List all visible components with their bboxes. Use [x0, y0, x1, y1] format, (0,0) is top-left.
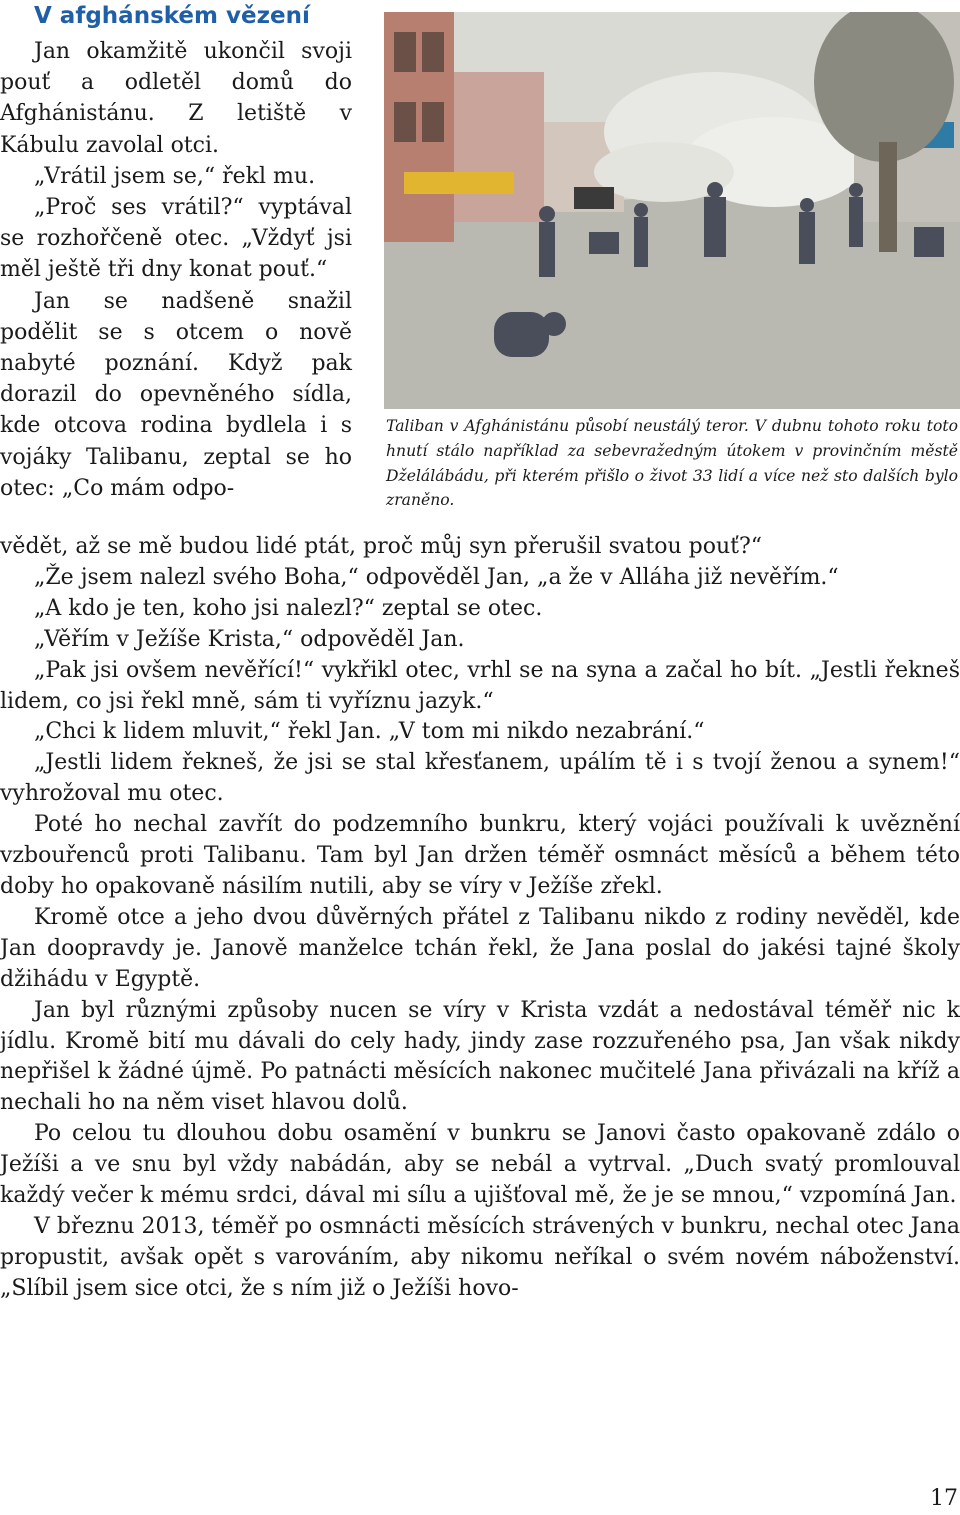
paragraph: Jan okamžitě ukončil svoji pouť a odletěl domů do Afghánistánu. Z letiště v Kábulu zavolal otci. [0, 39, 352, 158]
article-heading: V afghánském vězení [34, 3, 310, 29]
paragraph: „Proč ses vrátil?“ vyptával se rozhořčeně otec. „Vždyť jsi měl ještě tři dny konat pouť.“ [0, 195, 352, 283]
photo-caption: Taliban v Afghánistánu působí neustálý teror. V dubnu tohoto roku toto hnutí stálo například za sebevražedným útokem v provinčním městě Dželálábádu, při kterém přišlo o život 33 lidí a více než sto dalších bylo zraněno. [386, 417, 958, 510]
paragraph: Po celou tu dlouhou dobu osamění v bunkru se Janovi často opakovaně zdálo o Ježíši a ve snu byl vždy nabádán, aby se nebál a vytrval. „Duch svatý promlouval každý večer k mému srdci, dával mi sílu a ujišťoval mě, že je se mnou,“ vzpomíná Jan. [0, 1121, 960, 1209]
paragraph: „Věřím v Ježíše Krista,“ odpověděl Jan. [34, 626, 465, 652]
paragraph: vědět, až se mě budou lidé ptát, proč můj syn přerušil svatou pouť?“ [0, 534, 763, 559]
paragraph: „A kdo je ten, koho jsi nalezl?“ zeptal se otec. [34, 595, 543, 621]
page-number: 17 [930, 1486, 958, 1511]
paragraph: V březnu 2013, téměř po osmnácti měsících strávených v bunkru, nechal otec Jana propustit, avšak opět s varováním, aby nikomu neříkal o svém novém náboženství. „Slíbil jsem sice otci, že s ním již o Ježíši hovo- [0, 1213, 960, 1301]
paragraph: Kromě otce a jeho dvou důvěrných přátel z Talibanu nikdo z rodiny nevěděl, kde Jan doopravdy je. Janově manželce tchán řekl, že Jana poslal do jakési tajné školy džihádu v Egyptě. [0, 904, 960, 992]
paragraph: Poté ho nechal zavřít do podzemního bunkru, který vojáci používali k uvěznění vzbouřenců proti Talibanu. Tam byl Jan držen téměř osmnáct měsíců a během této doby ho opakovaně násilím nutili, aby se víry v Ježíše zřekl. [0, 812, 960, 899]
left-column-text [0, 36, 352, 504]
paragraph: „Pak jsi ovšem nevěřící!“ vykřikl otec, vrhl se na syna a začal ho bít. „Jestli řekneš lidem, co jsi řekl mně, sám ti vyříznu jazyk.“ [0, 657, 960, 714]
paragraph: „Jestli lidem řekneš, že jsi se stal křesťanem, upálím tě i s tvojí ženou a synem!“ vyhrožoval mu otec. [0, 750, 960, 807]
street-scene-photo [384, 12, 960, 409]
main-text [0, 532, 960, 1305]
paragraph: „Vrátil jsem se,“ řekl mu. [34, 163, 316, 189]
news-photo [384, 12, 960, 409]
paragraph: Jan byl různými způsoby nucen se víry v Krista vzdát a nedostával téměř nic k jídlu. Kromě bití mu dávali do cely hady, jindy zase rozzuřeného psa, Jan však nikdy nepřišel k žádné újmě. Po patnácti měsících nakonec mučitelé Jana přivázali na kříž a nechali ho na něm viset hlavou dolů. [0, 997, 960, 1116]
paragraph: „Chci k lidem mluvit,“ řekl Jan. „V tom mi nikdo nezabrání.“ [34, 719, 705, 745]
paragraph: Jan se nadšeně snažil podělit se s otcem o nově nabyté poznání. Když pak dorazil do opevněného sídla, kde otcova rodina bydlela i s vojáky Talibanu, zeptal se ho otec: „Co mám odpo- [0, 288, 352, 501]
paragraph: „Že jsem nalezl svého Boha,“ odpověděl Jan, „a že v Alláha již nevěřím.“ [34, 564, 839, 590]
